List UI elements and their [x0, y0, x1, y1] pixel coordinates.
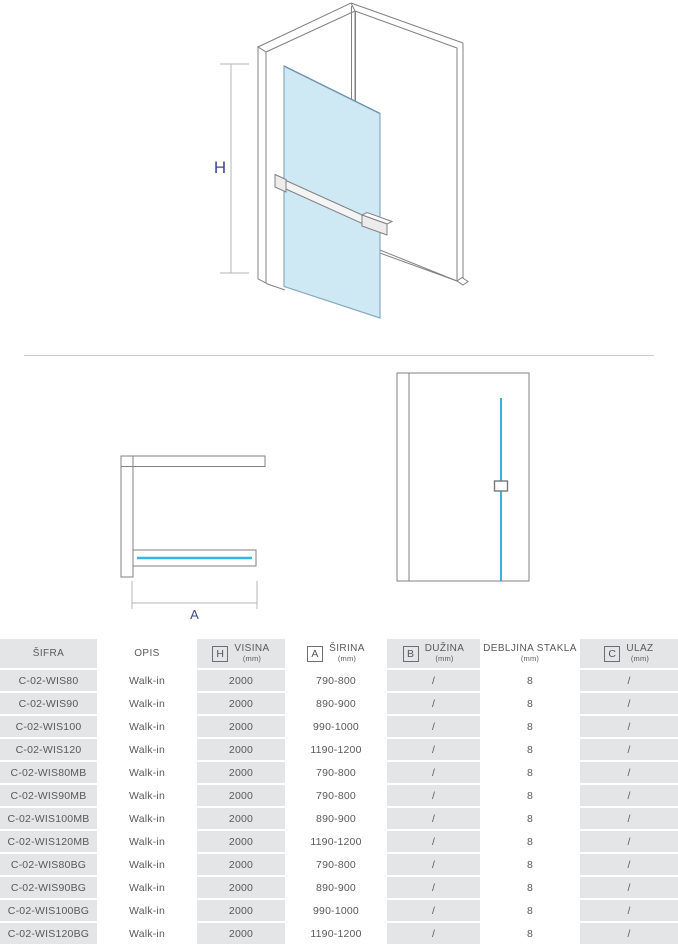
cell-visina: 2000 — [197, 900, 285, 921]
ulaz-letter-box: C — [604, 646, 620, 662]
cell-debljina: 8 — [482, 739, 578, 760]
column-header-visina — [197, 639, 285, 668]
column-header-ulaz — [580, 639, 678, 668]
cell-ulaz: / — [580, 877, 678, 898]
orthographic-views — [0, 356, 678, 637]
cell-duzina: / — [387, 785, 480, 806]
cell-sirina: 890-900 — [287, 693, 385, 714]
column-unit-debljina: (mm) — [520, 653, 540, 663]
cell-sirina: 890-900 — [287, 808, 385, 829]
cell-sirina: 890-900 — [287, 877, 385, 898]
header-row — [0, 639, 678, 668]
cell-visina: 2000 — [197, 831, 285, 852]
cell-debljina: 8 — [482, 900, 578, 921]
cell-debljina: 8 — [482, 670, 578, 691]
cell-ulaz: / — [580, 831, 678, 852]
table-row — [0, 785, 678, 806]
cell-sifra: C-02-WIS80MB — [0, 762, 97, 783]
cell-visina: 2000 — [197, 670, 285, 691]
table-row — [0, 716, 678, 737]
cell-sifra: C-02-WIS90MB — [0, 785, 97, 806]
cell-opis: Walk-in — [99, 854, 195, 875]
cell-sirina: 790-800 — [287, 785, 385, 806]
cell-duzina: / — [387, 923, 480, 944]
front-view — [397, 373, 529, 581]
cell-ulaz: / — [580, 739, 678, 760]
cell-debljina: 8 — [482, 808, 578, 829]
column-header-opis — [99, 639, 195, 668]
cell-opis: Walk-in — [99, 739, 195, 760]
cell-duzina: / — [387, 877, 480, 898]
cell-sifra: C-02-WIS90 — [0, 693, 97, 714]
plan-wall-top — [121, 456, 265, 467]
cell-sifra: C-02-WIS120MB — [0, 831, 97, 852]
cell-duzina: / — [387, 831, 480, 852]
front-wall-strip — [397, 373, 409, 581]
cell-opis: Walk-in — [99, 808, 195, 829]
cell-visina: 2000 — [197, 739, 285, 760]
height-dimension — [214, 64, 249, 273]
cell-sifra: C-02-WIS90BG — [0, 877, 97, 898]
table-row — [0, 670, 678, 691]
cell-opis: Walk-in — [99, 670, 195, 691]
width-dimension-label: A — [190, 607, 199, 622]
cell-sifra: C-02-WIS100MB — [0, 808, 97, 829]
cell-opis: Walk-in — [99, 923, 195, 944]
cell-sirina: 1190-1200 — [287, 831, 385, 852]
cell-opis: Walk-in — [99, 693, 195, 714]
cell-sirina: 990-1000 — [287, 716, 385, 737]
cell-ulaz: / — [580, 808, 678, 829]
column-unit-sirina: (mm) — [337, 653, 357, 663]
column-unit-visina: (mm) — [242, 653, 262, 663]
cell-duzina: / — [387, 808, 480, 829]
cell-duzina: / — [387, 900, 480, 921]
table-row — [0, 831, 678, 852]
cell-ulaz: / — [580, 670, 678, 691]
cell-sifra: C-02-WIS120 — [0, 739, 97, 760]
column-label-duzina: DUŽINA — [424, 643, 465, 655]
cell-duzina: / — [387, 739, 480, 760]
cell-debljina: 8 — [482, 693, 578, 714]
spec-table — [0, 637, 678, 946]
cell-visina: 2000 — [197, 854, 285, 875]
cell-sirina: 1190-1200 — [287, 739, 385, 760]
cell-duzina: / — [387, 670, 480, 691]
cell-duzina: / — [387, 693, 480, 714]
table-row — [0, 739, 678, 760]
cell-duzina: / — [387, 762, 480, 783]
cell-visina: 2000 — [197, 785, 285, 806]
column-header-debljina — [482, 639, 578, 668]
cell-opis: Walk-in — [99, 716, 195, 737]
cell-debljina: 8 — [482, 831, 578, 852]
duzina-letter-box: B — [403, 646, 419, 662]
table-row — [0, 808, 678, 829]
cell-opis: Walk-in — [99, 762, 195, 783]
column-label-debljina: DEBLJINA STAKLA — [483, 643, 577, 655]
cell-sifra: C-02-WIS80 — [0, 670, 97, 691]
cell-debljina: 8 — [482, 854, 578, 875]
front-view-outline — [397, 373, 529, 581]
cell-sirina: 790-800 — [287, 854, 385, 875]
plan-view — [121, 456, 265, 622]
width-dimension — [132, 581, 257, 622]
cell-debljina: 8 — [482, 785, 578, 806]
cell-debljina: 8 — [482, 923, 578, 944]
table-row — [0, 923, 678, 944]
cell-sirina: 790-800 — [287, 762, 385, 783]
cell-visina: 2000 — [197, 762, 285, 783]
table-row — [0, 854, 678, 875]
cell-ulaz: / — [580, 923, 678, 944]
front-bracket — [495, 481, 508, 491]
cell-sifra: C-02-WIS100 — [0, 716, 97, 737]
cell-duzina: / — [387, 854, 480, 875]
cell-ulaz: / — [580, 762, 678, 783]
column-unit-ulaz: (mm) — [630, 653, 650, 663]
cell-opis: Walk-in — [99, 900, 195, 921]
column-header-duzina — [387, 639, 480, 668]
cell-sifra: C-02-WIS80BG — [0, 854, 97, 875]
cell-sirina: 1190-1200 — [287, 923, 385, 944]
wall-right-end-face — [457, 278, 468, 286]
cell-visina: 2000 — [197, 693, 285, 714]
cell-visina: 2000 — [197, 923, 285, 944]
cell-opis: Walk-in — [99, 785, 195, 806]
cell-debljina: 8 — [482, 716, 578, 737]
cell-opis: Walk-in — [99, 877, 195, 898]
cell-debljina: 8 — [482, 877, 578, 898]
cell-visina: 2000 — [197, 877, 285, 898]
column-label-sirina: ŠIRINA — [329, 643, 365, 655]
isometric-drawing — [0, 0, 678, 356]
cell-ulaz: / — [580, 693, 678, 714]
column-header-sifra — [0, 639, 97, 668]
column-label-opis: OPIS — [134, 647, 160, 659]
cell-visina: 2000 — [197, 808, 285, 829]
cell-sirina: 790-800 — [287, 670, 385, 691]
table-row — [0, 877, 678, 898]
cell-ulaz: / — [580, 716, 678, 737]
sirina-letter-box: A — [307, 646, 323, 662]
plan-wall-left — [121, 456, 133, 577]
column-label-ulaz: ULAZ — [626, 643, 654, 655]
table-row — [0, 762, 678, 783]
cell-sirina: 990-1000 — [287, 900, 385, 921]
cell-ulaz: / — [580, 854, 678, 875]
cell-sifra: C-02-WIS120BG — [0, 923, 97, 944]
table-row — [0, 900, 678, 921]
cell-visina: 2000 — [197, 716, 285, 737]
column-label-visina: VISINA — [234, 643, 270, 655]
visina-letter-box: H — [212, 646, 228, 662]
table-row — [0, 693, 678, 714]
cell-duzina: / — [387, 716, 480, 737]
cell-sifra: C-02-WIS100BG — [0, 900, 97, 921]
column-label-sifra: ŠIFRA — [32, 647, 65, 659]
column-header-sirina — [287, 639, 385, 668]
height-dimension-label: H — [213, 158, 227, 177]
cell-opis: Walk-in — [99, 831, 195, 852]
cell-ulaz: / — [580, 900, 678, 921]
cell-ulaz: / — [580, 785, 678, 806]
cell-debljina: 8 — [482, 762, 578, 783]
column-unit-duzina: (mm) — [435, 653, 454, 663]
